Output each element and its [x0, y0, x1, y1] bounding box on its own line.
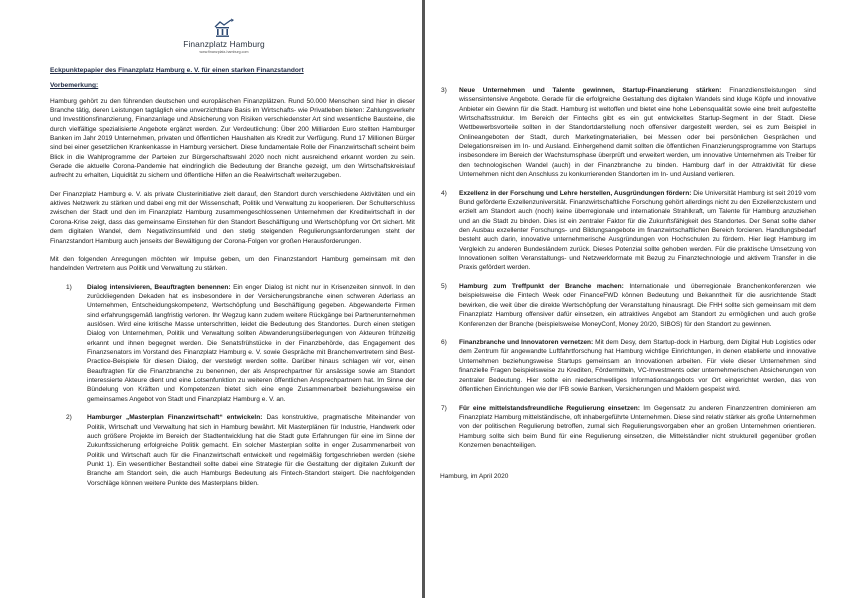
item-text: Mit dem Desy, dem Startup-dock in Harburg, dem Digital Hub Logistics oder dem Zentrum für angewandte Luftfahrtforschung hat Hamburg wichtige Einrichtungen, in denen etablierte und innovative Unternehmen beziehungsweise Startups gemeinsam an Innovationen arbeiten. Für viele dieser Unternehmen sind finanzielle Fragen beispielsweise zu Krediten, Fördermitteln, VC-Investments oder unternehmerischen Absicherungen von zentraler Bedeutung. Hier sollte ein niederschwelliges Informationsangebots vor Ort eingerichtet werden, das von öffentlichen Einrichtungen wie der IFB sowie Banken, Versicherungen und Maklern gespeist wird. — [459, 339, 816, 393]
right-column-content — [425, 86, 816, 482]
logo-url: www.finanzplatz-hamburg.com — [199, 50, 249, 54]
item-text: Ein enger Dialog ist nicht nur in Krisenzeiten sinnvoll. In den zurückliegenden Dekaden hat es insbesondere in der Versicherungsbranche einen schweren Aderlass an Unternehmen, Entscheidungskompetenz, Wertschöpfung und Beschäftigung gegeben. Abgewanderte Firmen sind erfahrungsgemäß langfristig verloren. Ihr Wegzug kann zudem weitere Rückgänge bei Partnerunternehmen auslösen. Wird eine kritische Masse unterschritten, leidet die Bedeutung des Standortes. Durch einen stetigen Dialog von Unternehmen, Politik und Verwaltung sollten Abwanderungsüberlegungen von Akteuren frühzeitig erkannt und ihnen begegnet werden. Die Senatsfrühstücke in der Finanzbehörde, das Engagement des Finanzsenators im Vorstand des Finanzplatz Hamburg e. V. sowie Gespräche mit Branchenvertretern sind Best-Practice-Beispiele für diesen Dialog, der verstetigt werden sollte. Darüber hinaus schlagen wir vor, einen Beauftragten für die Finanzbranche zu benennen, der als Ansprechpartner für ansässige sowie am Standort interessierte Akteure dient und eine Lotsenfunktion zu weiteren öffentlichen Ansprechpartnern hat. Im Sinne der Bündelung von Kräften und Kompetenzen bietet sich eine enge Zusammenarbeit beziehungsweise ein gemeinsames Angebot von Stadt und Finanzplatz Hamburg e. V. an. — [87, 283, 415, 403]
item-number: 5) — [441, 283, 447, 291]
paragraph: Mit den folgenden Anregungen möchten wir Impulse geben, um den Finanzstandort Hamburg gemeinsam mit den handelnden Vertretern aus Politik und Verwaltung zu stärken. — [50, 255, 415, 273]
list-item — [50, 283, 415, 404]
item-lead: Für eine mittelstandsfreundliche Regulierung einsetzen: — [459, 404, 640, 412]
item-text: Finanzdienstleistungen sind wissensintensive Angebote. Gerade für die erfolgreiche Gestaltung des digitalen Wandels sind kluge Köpfe und innovative Anbieter ein Gewinn für die Stadt. Hamburg ist weltoffen und bietet eine hohe Lebensqualität sowie eine breit aufgestellte Wirtschaftsstruktur. Im Bereich der Fintechs gibt es ein gut entwickeltes Startup-Segment in der Stadt. Diese Wettbewerbsvorteile sollten in der Standortdarstellung noch offensiver dargestellt werden, sei es zum Beispiel in Onlineangeboten der Stadt, durch Marketingmaterialien, bei Messen oder bei persönlichen Gesprächen und Delegationsreisen im In- und Ausland. Einhergehend damit sollten die öffentlichen Finanzierungsprogramme von Startups insbesondere im Bereich der Wachstumsphase überprüft und erweitert werden, um innovative Unternehmen als Treiber für den technologischen Wandel (auch) in der Finanzbranche zu binden. Hamburg darf in der Attraktivität für diese Unternehmen nicht den Anschluss zu konkurrierenden Standorten im In- und Ausland verlieren. — [459, 87, 816, 179]
item-text: Die Universität Hamburg ist seit 2019 vom Bund geförderte Exzellenzuniversität. Finanzwirtschaftliche Forschung gehört allerdings nicht zu den Exzellenzclustern und erzielt am Standort auch (noch) keine überregionale und internationale Strahlkraft, um Talente für Hamburg anzuziehen und an die Stadt zu binden. Dies ist ein zentraler Faktor für die Zukunftsfähigkeit des Standortes. Der Senat sollte daher den Ausbau exzellenter Forschungs- und Bildungsangebote im finanzwirtschaftlichen Bereich forcieren. Handlungsbedarf besteht auch darin, innovative unternehmerische Ausgründungen von Hochschulen zu fördern. Hier liegt Hamburg im Vergleich zu anderen Bundesländern zurück. Dieses Potenzial sollte gehoben werden. Für die praktische Umsetzung von Innovationen sollten Veranstaltungs- und Netzwerkformate mit Bezug zu Finanztechnologie und aktivem Transfer in die Praxis gefördert werden. — [459, 189, 816, 272]
item-lead: Finanzbranche und Innovatoren vernetzen: — [459, 339, 594, 347]
list-item — [425, 338, 816, 394]
page-2 — [425, 0, 846, 598]
paragraph: Hamburg gehört zu den führenden deutschen und europäischen Finanzplätzen. Rund 50.000 Menschen sind hier in dieser Branche tätig, deren Leistungen tagtäglich eine unverzichtbare Basis im Wirtschafts- wie Privatleben bieten: Zahlungsverkehr und Investitionsfinanzierung, Finanzanlage und Absicherung von Risiken verschiedenster Art sind wesentliche Bausteine, die durch vielfältige spezialisierte Angebote ergänzt werden. Zur Verdeutlichung: Über 200 Milliarden Euro stellten Hamburger Banken im Jahr 2019 Unternehmen, privaten und öffentlichen Haushalten als Kredit zur Verfügung. Rund 17 Millionen Bürger sind bei einer gesetzlichen Krankenkasse in Hamburg versichert. Diese fundamentale Rolle der Finanzwirtschaft scheint beim Blick in die Wahlprogramme der Parteien zur Bürgerschaftswahl 2020 noch nicht ausreichend erkannt worden zu sein. Gerade die aktuelle Corona-Pandemie hat eindringlich die Bedeutung der Branche gezeigt, um den Wirtschaftskreislauf aufrecht zu erhalten, Liquidität zu sichern und öffentliche Hilfen an die Realwirtschaft weiterzugeben. — [50, 97, 415, 180]
item-lead: Neue Unternehmen und Talente gewinnen, Startup-Finanzierung stärken: — [459, 87, 722, 94]
list-item — [50, 413, 415, 488]
item-number: 4) — [441, 189, 447, 197]
proposal-list — [50, 283, 415, 489]
list-item — [425, 189, 816, 273]
logo-name: Finanzplatz Hamburg — [183, 39, 265, 49]
item-number: 6) — [441, 339, 447, 347]
item-text: Internationale und überregionale Branchenkonferenzen wie beispielsweise die Fintech Week oder FinanceFWD können Bedeutung und Bekanntheit für die ausrichtende Stadt bewirken, die weit über die direkte Wertschöpfung der Veranstaltung hinausragt. Die FHH sollte sich gemeinsam mit dem Finanzplatz Hamburg offensiver dafür einsetzen, ein attraktives Angebot am Standort zu ermöglichen und auch große Konferenzen der Branche (beispielsweise MoneyConf, Money 20/20, SIBOS) für den Standort zu gewinnen. — [459, 283, 816, 328]
item-number: 1) — [66, 283, 72, 291]
building-chart-icon — [211, 18, 237, 38]
left-column-content — [50, 66, 415, 497]
item-number: 7) — [441, 404, 447, 412]
item-lead: Hamburg zum Treffpunkt der Branche machen: — [459, 283, 624, 291]
preface-heading: Vorbemerkung: — [50, 82, 99, 90]
finanzplatz-hamburg-logo — [178, 18, 270, 54]
list-item — [425, 86, 816, 179]
proposal-list — [425, 86, 816, 450]
paragraph: Der Finanzplatz Hamburg e. V. als private Clusterinitiative zielt darauf, den Standort durch verschiedene Aktivitäten und ein aktives Netzwerk zu stärken und dabei eng mit der Wissenschaft, Politik und Verwaltung zu kooperieren. Der Schulterschluss zwischen der Stadt und den im Finanzplatz Hamburg zusammengeschlossenen Unternehmen der Kreditwirtschaft in der Corona-Krise zeigt, dass das gemeinsame Einstehen für den Standort Beschäftigung und Wertschöpfung vor Ort sichert. Mit dem digitalen Wandel, dem Negativzinsumfeld und den stetig steigenden Regulierungsanforderungen steht der Finanzstandort Hamburg auch jenseits der Bewältigung der Corona-Folgen vor großen Herausforderungen. — [50, 190, 415, 245]
item-lead: Dialog intensivieren, Beauftragten benennen: — [87, 283, 231, 291]
page-1 — [0, 0, 422, 598]
item-lead: Hamburger „Masterplan Finanzwirtschaft“ entwickeln: — [87, 414, 263, 422]
signature-line: Hamburg, im April 2020 — [440, 473, 509, 481]
list-item — [425, 404, 816, 451]
document-title: Eckpunktepapier des Finanzplatz Hamburg e. V. für einen starken Finanzstandort — [50, 67, 304, 74]
item-text: Im Gegensatz zu anderen Finanzzentren dominieren am Finanzplatz Hamburg mittelständische, oft inhabergeführte Unternehmen. Diese sind relativ stärker als große Unternehmen von der politischen Regulierung betroffen, zumal sich Regulierungsvorgaben eher an großen Unternehmen orientieren. Hamburg sollte sich beim Bund für eine Regulierung einsetzen, die Mittelständler nicht strukturell gegenüber großen Konzernen benachteiligen. — [459, 404, 816, 449]
item-lead: Exzellenz in der Forschung und Lehre herstellen, Ausgründungen fördern: — [459, 189, 692, 197]
item-number: 3) — [441, 87, 447, 94]
item-text: Das konstruktive, pragmatische Miteinander von Politik, Wirtschaft und Verwaltung hat sich in Hamburg bewährt. Mit Masterplänen für Industrie, Handwerk oder auch größere Projekte im Bereich der Stadtentwicklung hat die Stadt gute Erfahrungen für eine im Sinne der Zukunftssicherung erfolgreiche Politik gemacht. Ein solcher Masterplan sollte in enger Zusammenarbeit von Politik und Wirtschaft auch für die Finanzwirtschaft entwickelt und regelmäßig fortgeschrieben werden (siehe Punkt 1). Ein wesentlicher Bestandteil sollte dabei eine Strategie für die Gestaltung der digitalen Zukunft der Branche am Standort sein, die auch Hamburgs Bedeutung als Fintech-Standort steigert. Die nachfolgenden Vorschläge können weitere Punkte des Masterplans bilden. — [87, 414, 415, 487]
item-number: 2) — [66, 414, 72, 422]
list-item — [425, 282, 816, 329]
